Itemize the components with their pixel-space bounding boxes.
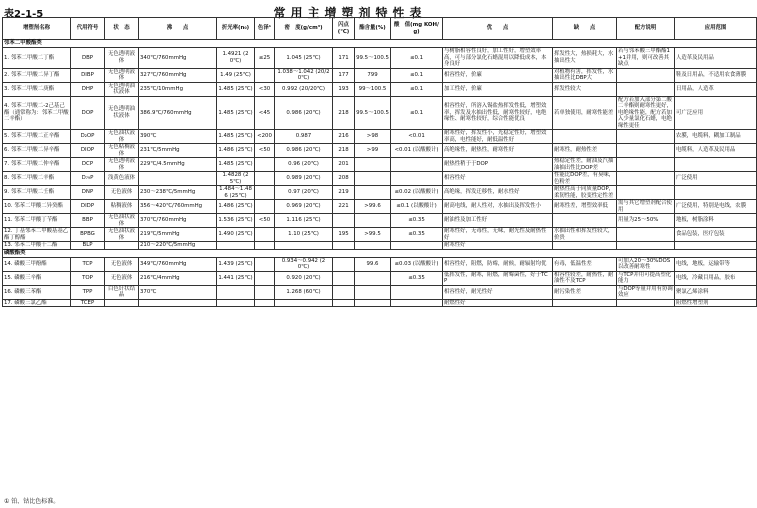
table-cell [255, 158, 275, 172]
table-cell: 与DOP等量并用有协调效应 [618, 285, 673, 298]
section-title: 邻苯二甲酸酯类 [3, 40, 757, 48]
table-cell: 粘稠液体 [105, 200, 139, 214]
table-cell: 1.485 (25℃) [217, 158, 255, 172]
table-cell: 高绝缘性，耐热性，耐寒性好 [443, 144, 553, 158]
table-cell: 340℃/760mmHg [139, 48, 217, 69]
table-cell: 耐热性稍于于DOP [443, 158, 553, 172]
table-cell: TCEP [71, 299, 105, 307]
table-cell: 可广泛应用 [675, 96, 757, 130]
table-cell: 广泛使用，特别是电线，农膜 [675, 200, 757, 214]
table-cell [255, 200, 275, 214]
table-cell: 99.5～100.5 [355, 48, 391, 69]
table-cell [617, 158, 675, 172]
table-row [3, 186, 757, 200]
table-cell: BBP [71, 214, 105, 228]
table-cell: 配方若加入部分第二酸二辛酯则耐寒性更好，电绝缘性能，配方若加入少量氯化石蜡，电绝缘性更佳 [617, 96, 675, 130]
table-row [3, 271, 757, 285]
table-cell: 15. 磷酸三辛酯 [3, 271, 71, 285]
table-cell: <0.01 (以酸酸计) [391, 144, 443, 158]
table-cell: 5. 邻苯二甲酸二正辛酯 [3, 130, 71, 144]
table-number: 表2-1-5 [4, 9, 44, 20]
table-cell: 地板，树脂涂料 [675, 214, 757, 228]
table-cell: 195 [333, 228, 355, 242]
table-cell: TOP [71, 271, 105, 285]
table-cell: <0.01 [391, 130, 443, 144]
table-cell: 无色透明液体 [105, 48, 139, 69]
column-header: 代用符号 [71, 18, 105, 40]
table-cell [255, 285, 275, 299]
table-cell: 0.986 (20℃) [275, 96, 333, 130]
table-cell: 14. 磷酸三甲酚酯 [3, 257, 71, 271]
table-cell: 有毒，低温性差 [553, 257, 617, 271]
table-cell: 0.987 [275, 130, 333, 144]
table-cell: 若单独使用，耐寒性能差 [553, 96, 617, 130]
table-cell [355, 242, 391, 250]
table-cell: 99～100.5 [355, 82, 391, 96]
table-cell: 食品包装，医疗包装 [675, 228, 757, 242]
table-cell [275, 242, 333, 250]
table-cell: 耐寒性好 [443, 242, 553, 250]
column-header: 缺 点 [553, 18, 617, 40]
table-cell: 799 [355, 68, 391, 82]
table-row [3, 285, 757, 299]
table-cell: 0.920 (20℃) [275, 271, 333, 285]
table-cell: ≤0.35 [391, 228, 443, 242]
table-cell: 高绝缘，挥发迁移性，耐水性好 [443, 186, 553, 200]
table-row [3, 82, 757, 96]
table-cell: 若与邻苯酸三甲酯酯1+1并用，则可改善其缺点 [617, 48, 675, 69]
table-cell [675, 242, 757, 250]
column-header: 折光率(n₀) [217, 18, 255, 40]
table-cell: 0.969 (20℃) [275, 200, 333, 214]
table-cell: 1.536 (25℃) [217, 214, 255, 228]
table-cell [355, 299, 391, 307]
table-cell: 6. 邻苯二甲酸二异辛酯 [3, 144, 71, 158]
table-cell: >99.5 [355, 228, 391, 242]
table-cell: 挥发性较大 [553, 82, 617, 96]
table-cell: 1. 邻苯二甲酸二丁酯 [3, 48, 71, 69]
section-row [3, 249, 757, 257]
table-cell: 电线，冷藏目用品，胶布 [675, 271, 757, 285]
table-cell: DOP [71, 96, 105, 130]
table-cell [617, 172, 675, 186]
table-cell: 12. 丁基邻苯二甲酸基基乙酯丁醇酯 [3, 228, 71, 242]
table-cell: 1.486 (25℃) [217, 200, 255, 214]
table-cell: ≤0.03 (以酸酸计) [391, 257, 443, 271]
table-cell [333, 214, 355, 228]
table-cell: TCP [71, 257, 105, 271]
table-cell: 1.486 (25℃) [217, 144, 255, 158]
table-cell: 1.10 (25℃) [275, 228, 333, 242]
table-cell: 1.439 (25℃) [217, 257, 255, 271]
table-cell: 370℃ [139, 285, 217, 299]
table-head [3, 18, 757, 40]
table-cell: 无色液体 [105, 186, 139, 200]
table-cell [617, 242, 675, 250]
table-cell: 无色透明液体 [105, 158, 139, 172]
table-cell: 208 [333, 172, 355, 186]
table-body [3, 40, 757, 307]
table-cell: 无色油状液体 [105, 214, 139, 228]
table-row [3, 144, 757, 158]
table-cell: ≤25 [255, 48, 275, 69]
table-cell [217, 285, 255, 299]
table-cell [255, 228, 275, 242]
table-row [3, 299, 757, 307]
table-cell: 无色油状液体 [105, 228, 139, 242]
column-header: 增塑剂名称 [3, 18, 71, 40]
table-cell: ≤0.35 [391, 214, 443, 228]
table-cell [217, 299, 255, 307]
header-row [3, 18, 757, 40]
table-cell [675, 158, 757, 172]
table-cell: 热稳定性差，耐油及汽抽油抽出性比DOP差 [553, 158, 617, 172]
table-cell: 挥发性大，热损耗大，水抽出性大 [553, 48, 617, 69]
table-cell: 390℃ [139, 130, 217, 144]
table-cell: <50 [255, 214, 275, 228]
table-cell [617, 144, 675, 158]
table-cell: D₇₉P [71, 172, 105, 186]
table-cell: 13. 邻苯二甲酸十二酯 [3, 242, 71, 250]
table-cell: >99.6 [355, 200, 391, 214]
table-cell [675, 186, 757, 200]
table-cell: 218 [333, 96, 355, 130]
table-cell: ≤0.1 (以酸酸计) [391, 200, 443, 214]
table-cell: 电缆料，人造革及民用品 [675, 144, 757, 158]
table-cell: 193 [333, 82, 355, 96]
table-cell: 16. 磷酸三苯酯 [3, 285, 71, 299]
table-cell: 1.038～1.042 (20/20℃) [275, 68, 333, 82]
table-cell: 耐寒性好，无毒性，无味，耐光性及耐热性好 [443, 228, 553, 242]
table-cell: <30 [255, 82, 275, 96]
table-cell: DIDP [71, 200, 105, 214]
table-row [3, 48, 757, 69]
table-cell: 2. 邻苯二甲酸二异丁酯 [3, 68, 71, 82]
table-cell: 4. 邻苯二甲酸二-2己基己酯（通常称为：邻苯二甲酸二辛酯） [3, 96, 71, 130]
column-header: 酸 值(mg KOH/g) [391, 18, 443, 40]
table-cell: 加工性好，价廉 [443, 82, 553, 96]
table-cell: 231℃/5mmHg [139, 144, 217, 158]
table-cell [275, 299, 333, 307]
table-cell: 耐污染性差 [553, 285, 617, 299]
table-cell: 11. 邻苯二甲酸丁苄酯 [3, 214, 71, 228]
table-cell: 鞋及日用品，不适用农食薄膜 [675, 68, 757, 82]
table-row [3, 228, 757, 242]
table-cell: 耐高电线，耐人性对，水抽出及挥发性小 [443, 200, 553, 214]
table-cell: 1.268 (60℃) [275, 285, 333, 299]
column-header: 色泽¹ [255, 18, 275, 40]
table-cell: 1.4828 (25℃) [217, 172, 255, 186]
table-cell: 8. 邻苯二甲酸二辛酯 [3, 172, 71, 186]
table-row [3, 172, 757, 186]
table-cell: 9. 邻苯二甲酸二壬酯 [3, 186, 71, 200]
table-cell [333, 257, 355, 271]
table-cell: 无色油状液体 [105, 130, 139, 144]
table-cell: 相容性好 [443, 172, 553, 186]
table-cell [355, 285, 391, 299]
table-cell: DHP [71, 82, 105, 96]
table-row [3, 130, 757, 144]
table-cell [553, 214, 617, 228]
section-row [3, 40, 757, 48]
column-header: 应用范围 [675, 18, 757, 40]
table-cell: 农膜，电缆料，糊加工制品 [675, 130, 757, 144]
table-cell: 广泛使用 [675, 172, 757, 186]
table-title: 常用主增塑剂特性表 [273, 6, 427, 20]
table-cell: 10. 邻苯二甲酸二异癸酯 [3, 200, 71, 214]
table-cell: 0.986 (20℃) [275, 144, 333, 158]
table-cell: DNP [71, 186, 105, 200]
table-cell: 相容性好，所溶入锡盐热挥发性低，增塑效率，挥发及水抽出性低，耐寒性较好，电绝缘性、耐寒性较好，综合性能优良 [443, 96, 553, 130]
table-cell: 耐燃性好 [443, 299, 553, 307]
table-cell: 1.485 (25℃) [217, 96, 255, 130]
table-cell: 0.97 (20℃) [275, 186, 333, 200]
table-cell: 相容性好，耐光性好 [443, 285, 553, 299]
table-cell [255, 242, 275, 250]
table-cell: 99.6 [355, 257, 391, 271]
table-cell: 无色透明液体 [105, 68, 139, 82]
table-cell: 可加入20～30%DOS以改善耐寒性 [617, 257, 675, 271]
table-cell: 与TCP并用可提高塑化能力 [617, 271, 675, 285]
table-cell: 219℃/5mmHg [139, 228, 217, 242]
table-cell: 17. 磷酸三氯乙酯 [3, 299, 71, 307]
table-cell [391, 158, 443, 172]
table-cell: ≤0.1 [391, 68, 443, 82]
table-cell: 1.441 (25℃) [217, 271, 255, 285]
table-cell: 7. 邻苯二甲酸二仲辛酯 [3, 158, 71, 172]
footnote: ① 铂、钴比色标准。 [4, 498, 60, 505]
table-cell [139, 299, 217, 307]
table-cell [255, 186, 275, 200]
table-cell [355, 172, 391, 186]
table-cell: DCP [71, 158, 105, 172]
table-cell: 相容性较差，耐热性，耐油性不及TCP [553, 271, 617, 285]
table-cell: 1.045 (25℃) [275, 48, 333, 69]
table-cell [333, 242, 355, 250]
table-cell [391, 299, 443, 307]
table-cell: 349℃/760mmHg [139, 257, 217, 271]
table-cell: 1.484～1.486 (25℃) [217, 186, 255, 200]
plasticizer-table [2, 17, 757, 307]
table-cell: DIOP [71, 144, 105, 158]
table-cell [355, 186, 391, 200]
table-cell [333, 285, 355, 299]
table-cell: 1.49 (25℃) [217, 68, 255, 82]
table-cell: 218 [333, 144, 355, 158]
table-cell: <50 [255, 144, 275, 158]
table-cell: DBP [71, 48, 105, 69]
table-cell: BLP [71, 242, 105, 250]
table-cell: ≤0.02 (以酸酸计) [391, 186, 443, 200]
table-cell [553, 130, 617, 144]
table-cell [391, 242, 443, 250]
table-cell [355, 271, 391, 285]
table-cell: 无色液体 [105, 257, 139, 271]
table-cell: 171 [333, 48, 355, 69]
table-cell [617, 186, 675, 200]
table-cell: 386.9℃/760mmHg [139, 96, 217, 130]
table-row [3, 96, 757, 130]
table-cell: ≤0.1 [391, 48, 443, 69]
table-cell: 1.490 (25℃) [217, 228, 255, 242]
table-row [3, 158, 757, 172]
table-cell [617, 299, 675, 307]
column-header: 状 态 [105, 18, 139, 40]
table-cell [391, 285, 443, 299]
table-cell [617, 82, 675, 96]
table-cell [617, 130, 675, 144]
table-row [3, 200, 757, 214]
section-title: 磷酸酯类 [3, 249, 757, 257]
table-cell: 无色液体 [105, 271, 139, 285]
table-cell: ≤0.1 [391, 82, 443, 96]
table-cell: 0.934～0.942 (20℃) [275, 257, 333, 271]
table-cell: BPBG [71, 228, 105, 242]
table-cell [617, 228, 675, 242]
table-cell [105, 242, 139, 250]
table-cell: 1.4921 (20℃) [217, 48, 255, 69]
table-cell: 0.992 (20/20℃) [275, 82, 333, 96]
table-cell: 229℃/4.5mmHg [139, 158, 217, 172]
table-cell: 相容性好，价廉 [443, 68, 553, 82]
table-cell [617, 68, 675, 82]
table-cell: D₂OP [71, 130, 105, 144]
table-cell: 370℃/760mmHg [139, 214, 217, 228]
table-cell: 相容性好，阻燃，防霉，耐候，耐辐射均优 [443, 257, 553, 271]
table-cell: >99 [355, 144, 391, 158]
table-cell: ≤0.1 [391, 96, 443, 130]
table-cell: 日用品，人造革 [675, 82, 757, 96]
table-row [3, 257, 757, 271]
table-cell: 1.485 (25℃) [217, 82, 255, 96]
table-cell: 低挥发性，耐寒，阻燃，耐霉菌性，好于TCP [443, 271, 553, 285]
table-cell: 1.116 (25℃) [275, 214, 333, 228]
table-cell: 无色粘稠液体 [105, 144, 139, 158]
table-cell: 浅黄色液体 [105, 172, 139, 186]
table-cell: DIBP [71, 68, 105, 82]
table-cell [391, 172, 443, 186]
table-cell [255, 257, 275, 271]
column-header: 优 点 [443, 18, 553, 40]
table-cell: 3. 邻苯二甲酸二庚酯 [3, 82, 71, 96]
table-cell: 216℃/4mmHg [139, 271, 217, 285]
table-cell [217, 242, 255, 250]
table-cell [255, 299, 275, 307]
table-cell [333, 271, 355, 285]
table-cell [333, 299, 355, 307]
table-cell: 耐油性及加工性好 [443, 214, 553, 228]
table-cell: 356～420℃/760mmHg [139, 200, 217, 214]
table-cell: 对植物有害，挥发性，水抽出性比DBP大 [553, 68, 617, 82]
table-cell [553, 242, 617, 250]
table-cell: TPP [71, 285, 105, 299]
table-cell: 耐热性高于同质量DOP，柔韧性能，胶变性定性差 [553, 186, 617, 200]
column-header: 闪点(℃) [333, 18, 355, 40]
table-cell: 201 [333, 158, 355, 172]
table-cell [553, 299, 617, 307]
table-cell: 216 [333, 130, 355, 144]
table-cell: ≤0.35 [391, 271, 443, 285]
table-cell: 0.989 (20℃) [275, 172, 333, 186]
table-cell: 230～238℃/5mmHg [139, 186, 217, 200]
table-cell: 需与其它增塑剂配合使用 [617, 200, 675, 214]
table-cell: 177 [333, 68, 355, 82]
column-header: 配方说明 [617, 18, 675, 40]
table-cell [255, 68, 275, 82]
table-cell: 性能比DOP差，有臭味，色粉差 [553, 172, 617, 186]
table-cell: 221 [333, 200, 355, 214]
table-cell: 与树脂相容性良好，加工性好，增塑效率高，可与部分氯化石蜡混用以降低成本，本身良好 [443, 48, 553, 69]
table-cell: <200 [255, 130, 275, 144]
table-cell [105, 299, 139, 307]
column-header: 酯含量(%) [355, 18, 391, 40]
table-cell: >98 [355, 130, 391, 144]
table-cell: <45 [255, 96, 275, 130]
table-cell [355, 158, 391, 172]
table-cell: 210～220℃/5mmHg [139, 242, 217, 250]
table-cell: 99.5～100.5 [355, 96, 391, 130]
table-cell: 水抽出性和挥发性较大，价贵 [553, 228, 617, 242]
table-cell: 无色透明油状液体 [105, 82, 139, 96]
table-cell: 耐寒性，耐热性差 [553, 144, 617, 158]
table-cell [139, 172, 217, 186]
table-cell: 327℃/760mmHg [139, 68, 217, 82]
table-cell [255, 271, 275, 285]
table-cell: 无色透明油状液体 [105, 96, 139, 130]
table-cell: 219 [333, 186, 355, 200]
table-cell: 耐寒性好，挥发性小，光稳定性好，增塑效率高，电性能好，耐低温性好 [443, 130, 553, 144]
table-row [3, 68, 757, 82]
table-cell: 电线，地板，运输带等 [675, 257, 757, 271]
table-row [3, 242, 757, 250]
table-cell: 1.485 (25℃) [217, 130, 255, 144]
table-cell: 白色针状结晶 [105, 285, 139, 299]
table-cell: 用量为25～50% [617, 214, 675, 228]
table-row [3, 214, 757, 228]
table-cell: 人造革及民用品 [675, 48, 757, 69]
table-cell: 235℃/10mmHg [139, 82, 217, 96]
column-header: 密 度(g/cm³) [275, 18, 333, 40]
table-cell: 阻燃性增塑剂 [675, 299, 757, 307]
table-cell [355, 214, 391, 228]
table-cell [255, 172, 275, 186]
table-cell: 耐寒性差，增塑效率低 [553, 200, 617, 214]
table-cell: 0.96 (20℃) [275, 158, 333, 172]
column-header: 沸 点 [139, 18, 217, 40]
table-cell: 聚氯乙烯涂料 [675, 285, 757, 299]
